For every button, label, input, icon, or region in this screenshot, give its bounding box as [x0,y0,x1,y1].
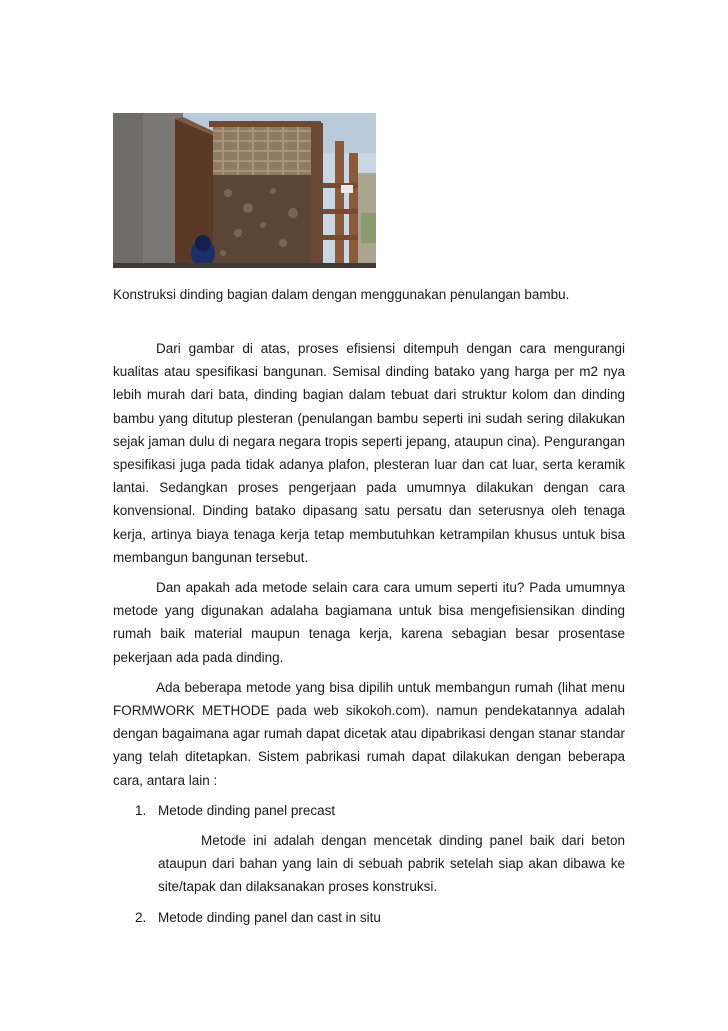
construction-photo [113,113,376,268]
body-text [113,337,625,936]
methods-list [113,799,625,929]
paragraph: Ada beberapa metode yang bisa dipilih untuk membangun rumah (lihat menu FORMWORK METHODE pada web sikokoh.com). namun pendekatannya adalah dengan bagaimana agar rumah dapat dicetak atau dipabrikasi dengan stanar standar yang telah ditetapkan. Sistem pabrikasi rumah dapat dilakukan dengan beberapa cara, antara lain : [113,679,625,788]
list-item [113,799,625,899]
list-item [113,906,625,929]
figure-caption: Konstruksi dinding bagian dalam dengan menggunakan penulangan bambu. [113,287,570,302]
paragraph: Dari gambar di atas, proses efisiensi ditempuh dengan cara mengurangi kualitas atau spesifikasi bangunan. Semisal dinding batako yang harga per m2 nya lebih murah dari bata, dinding bagian dalam tebuat dari struktur kolom dan dinding bambu yang ditutup plesteran (penulangan bambu seperti ini sudah sering dilakukan sejak jaman dulu di negara negara tropis seperti jepang, ataupun cina). Pengurangan spesifikasi juga pada tidak adanya plafon, plesteran luar dan cat luar, serta keramik lantai. Sedangkan proses pengerjaan pada umumnya dilakukan dengan cara konvensional. Dinding batako dipasang satu persatu dan seterusnya oleh tenaga kerja, artinya biaya tenaga kerja tetap membutuhkan ketrampilan khusus untuk bisa membangun bangunan tersebut. [113,341,625,565]
list-item-number: 1. [135,802,147,818]
list-item-title: Metode dinding panel precast [158,802,336,818]
list-item-title: Metode dinding panel dan cast in situ [158,909,381,925]
list-item-number: 2. [135,909,147,925]
list-item-description: Metode ini adalah dengan mencetak dinding panel baik dari beton ataupun dari bahan yang lain di sebuah pabrik setelah siap akan dibawa ke site/tapak dan dilaksanakan proses konstruksi. [158,833,625,895]
paragraph: Dan apakah ada metode selain cara cara umum seperti itu? Pada umumnya metode yang digunakan adalaha bagiamana untuk bisa mengefisiensikan dinding rumah baik material maupun tenaga kerja, karena sebagian besar prosentase pekerjaan ada pada dinding. [113,580,625,665]
